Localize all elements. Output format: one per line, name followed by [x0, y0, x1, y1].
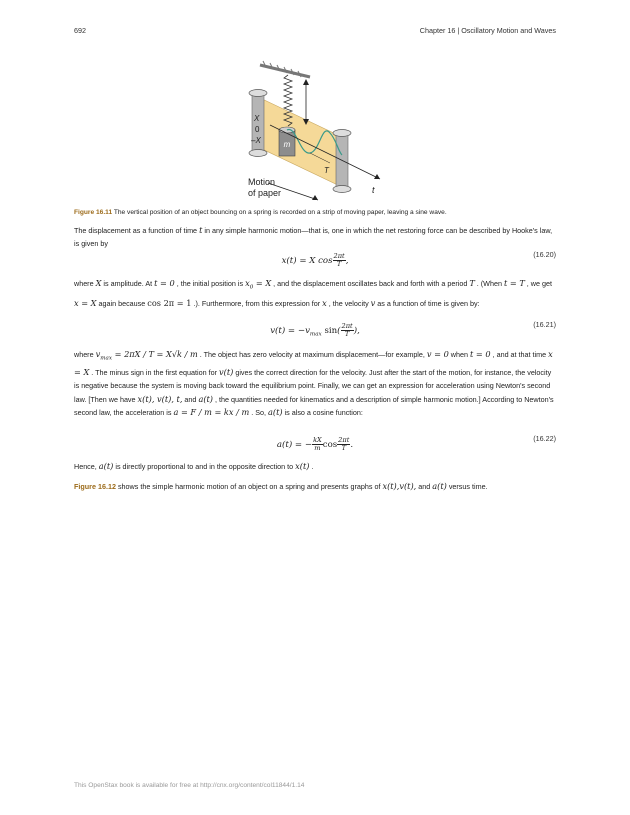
equation-16-20: x(t) = X cos $\frac{2\pi t}{T}$ , (16.20): [281, 250, 556, 268]
paragraph-4: Hence, a(t) is directly proportional to and in the opposite direction to x(t) .: [74, 461, 314, 471]
paragraph-3: where $v_{max} = 2\pi X / T = X√k / m$ . The object has zero velocity at maximum displacement—for example, v = 0 when t = 0 , and at that time x = X . The minus sign in the first equation for v(t) gives the correct direction for the velocity. Just after the start of the motion, for instance, the velocity is negative because the system is moving back toward the equilibrium point. Finally, we can get an expression for acceleration using Newton's second law. [Then we have x(t), v(t), t, and a(t) , the quantities needed for kinematics and a description of simple harmonic motion.] According to Newton's second law, the acceleration is a = F / m = kx / m . So, a(t) is also a cosine function:: [74, 349, 554, 418]
left-roller: [249, 90, 267, 157]
label-T: T: [324, 166, 329, 175]
page-footer: This OpenStax book is available for free at http://cnx.org/content/col11844/1.14: [74, 782, 305, 789]
equation-number: (16.20): [533, 250, 556, 259]
figure-caption: [74, 208, 556, 217]
figure-caption-text: The vertical position of an object bouncing on a spring is recorded on a strip of moving paper, leaving a sine wave.: [113, 209, 447, 216]
spring-paper-illustration: [230, 55, 400, 205]
paragraph-1: The displacement as a function of time t in any simple harmonic motion—that is, one in which the net restoring force can be described by Hooke's law, is given by: [74, 225, 553, 248]
equation-16-21: $v(t) = -v_{max}$ sin( $\frac{2\pi t}{T}$ ), (16.21): [270, 320, 556, 338]
figure-label: Figure 16.11: [74, 209, 113, 216]
label-of-paper: of paper: [248, 188, 282, 198]
paragraph-2: where X is amplitude. At t = 0 , the initial position is $x_0 = X$ , and the displacement oscillates back and forth with a period T . (When t = T , we get x = X again because cos 2π = 1 .). Furthermore, from this expression for x , the velocity v as a function of time is given by:: [74, 278, 552, 309]
label-motion: Motion: [248, 177, 276, 187]
equation-number: (16.21): [533, 320, 556, 329]
equation-number: (16.22): [533, 434, 556, 443]
figure-16-11: [230, 55, 400, 205]
label-X: X: [254, 114, 260, 123]
label-neg-X: –X: [251, 136, 261, 145]
ceiling-support: [260, 61, 310, 77]
mass-label: m: [283, 140, 291, 149]
paragraph-5: Figure 16.12 shows the simple harmonic motion of an object on a spring and presents graphs of x(t),v(t), and a(t) versus time.: [74, 481, 488, 491]
paper-strip: [258, 97, 342, 187]
amplitude-arrow: [303, 79, 309, 125]
equation-16-22: a(t) = − $\frac{kX}{m}$ cos $\frac{2\pi t}{T}$ . (16.22): [276, 434, 556, 452]
chapter-title: Chapter 16 | Oscillatory Motion and Waves: [419, 26, 556, 35]
figure-16-12-link[interactable]: Figure 16.12: [74, 482, 116, 491]
label-zero: 0: [255, 125, 260, 134]
right-roller: [333, 130, 351, 193]
label-t: t: [372, 185, 375, 195]
page-number: 692: [74, 26, 86, 35]
